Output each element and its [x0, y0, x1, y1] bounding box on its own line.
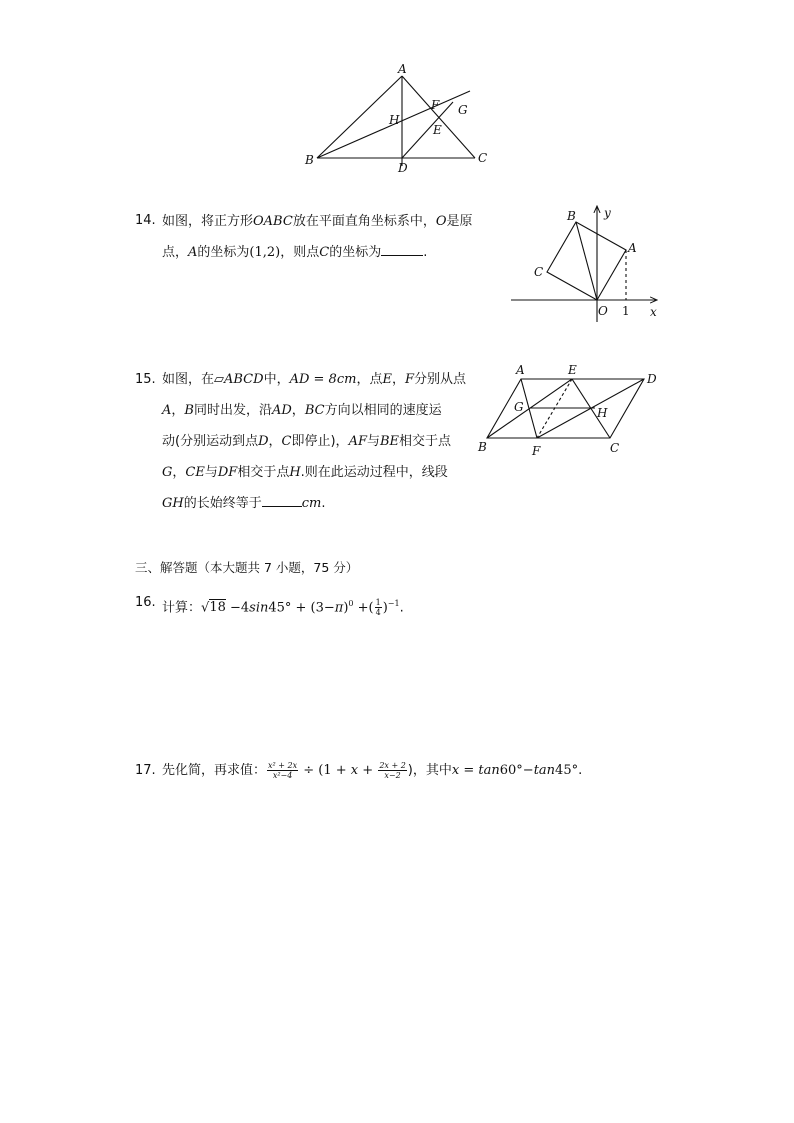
label-x: x	[650, 305, 657, 319]
label-b: B	[305, 153, 314, 167]
label-e: E	[568, 363, 577, 377]
label-f: F	[532, 444, 541, 458]
label-b: B	[478, 440, 487, 454]
fraction-2: $\frac{2x + 2}{x-2}$	[379, 761, 406, 780]
label-f: F	[431, 98, 440, 112]
fraction-one-quarter: $\frac{1}{4}$	[375, 598, 381, 618]
section-3-heading: 三、解答题（本大题共 7 小题，75 分）	[135, 560, 359, 575]
line-de	[402, 102, 453, 158]
label-c: C	[610, 441, 620, 455]
q15-line-3: 动(分别运动到点D，C即停止)，AF与BE相交于点	[162, 434, 452, 449]
q16-number: 16.	[135, 595, 156, 610]
label-a: A	[628, 241, 637, 255]
q17-text: 先化简，再求值： $\frac{\text{x² + 2x}}{\text{x²−4}}$ ÷ (1 + x + $\frac{2x + 2}{x-2}$ )，其中x = tan60°−tan45°.	[162, 761, 583, 780]
q14-figure	[505, 200, 670, 325]
label-b: B	[567, 209, 576, 223]
label-a: A	[516, 363, 525, 377]
label-d: D	[647, 372, 657, 386]
label-g: G	[458, 103, 468, 117]
fraction-1: $\frac{\text{x² + 2x}}{\text{x²−4}}$	[268, 761, 298, 780]
q14-line-1: 如图，将正方形OABC放在平面直角坐标系中，O是原	[162, 214, 473, 229]
q15-number: 15.	[135, 372, 156, 387]
q15-line-2: A，B同时出发，沿AD，BC方向以相同的速度运	[162, 403, 442, 418]
label-c: C	[534, 265, 544, 279]
label-1: 1	[622, 304, 630, 318]
q13-figure	[300, 58, 500, 178]
q15-text	[162, 364, 482, 519]
label-a: A	[398, 62, 407, 76]
q17-number: 17.	[135, 763, 156, 778]
label-d: D	[398, 161, 408, 175]
q15-answer-blank[interactable]	[262, 494, 302, 507]
label-c: C	[478, 151, 488, 165]
label-h: H	[389, 113, 400, 127]
q14-line-2: 点，A的坐标为(1,2)，则点C的坐标为 .	[162, 245, 428, 260]
q15-line-5: GH的长始终等于 cm.	[162, 496, 326, 511]
q15-line-4: G，CE与DF相交于点H.则在此运动过程中，线段	[162, 465, 448, 480]
label-h: H	[597, 406, 608, 420]
q15-line-1: 如图，在▱ABCD中，AD = 8cm，点E，F分别从点	[162, 372, 467, 387]
q15-figure	[474, 360, 670, 462]
q16-text: 计算：$√18 -4\sin 45^\circ + (3-\pi)^0$ +( $\frac{1}{4}$ )$^{-1}$.	[162, 598, 404, 618]
label-e: E	[433, 123, 442, 137]
radicand: 18	[209, 600, 226, 616]
q14-text	[162, 206, 492, 268]
label-g: G	[514, 400, 524, 414]
q14-answer-blank[interactable]	[381, 243, 423, 256]
q14-number: 14.	[135, 213, 156, 228]
label-y: y	[604, 206, 611, 220]
diagonal-ob	[576, 222, 597, 300]
label-o: O	[598, 304, 608, 318]
sqrt-sign: √	[201, 600, 210, 616]
